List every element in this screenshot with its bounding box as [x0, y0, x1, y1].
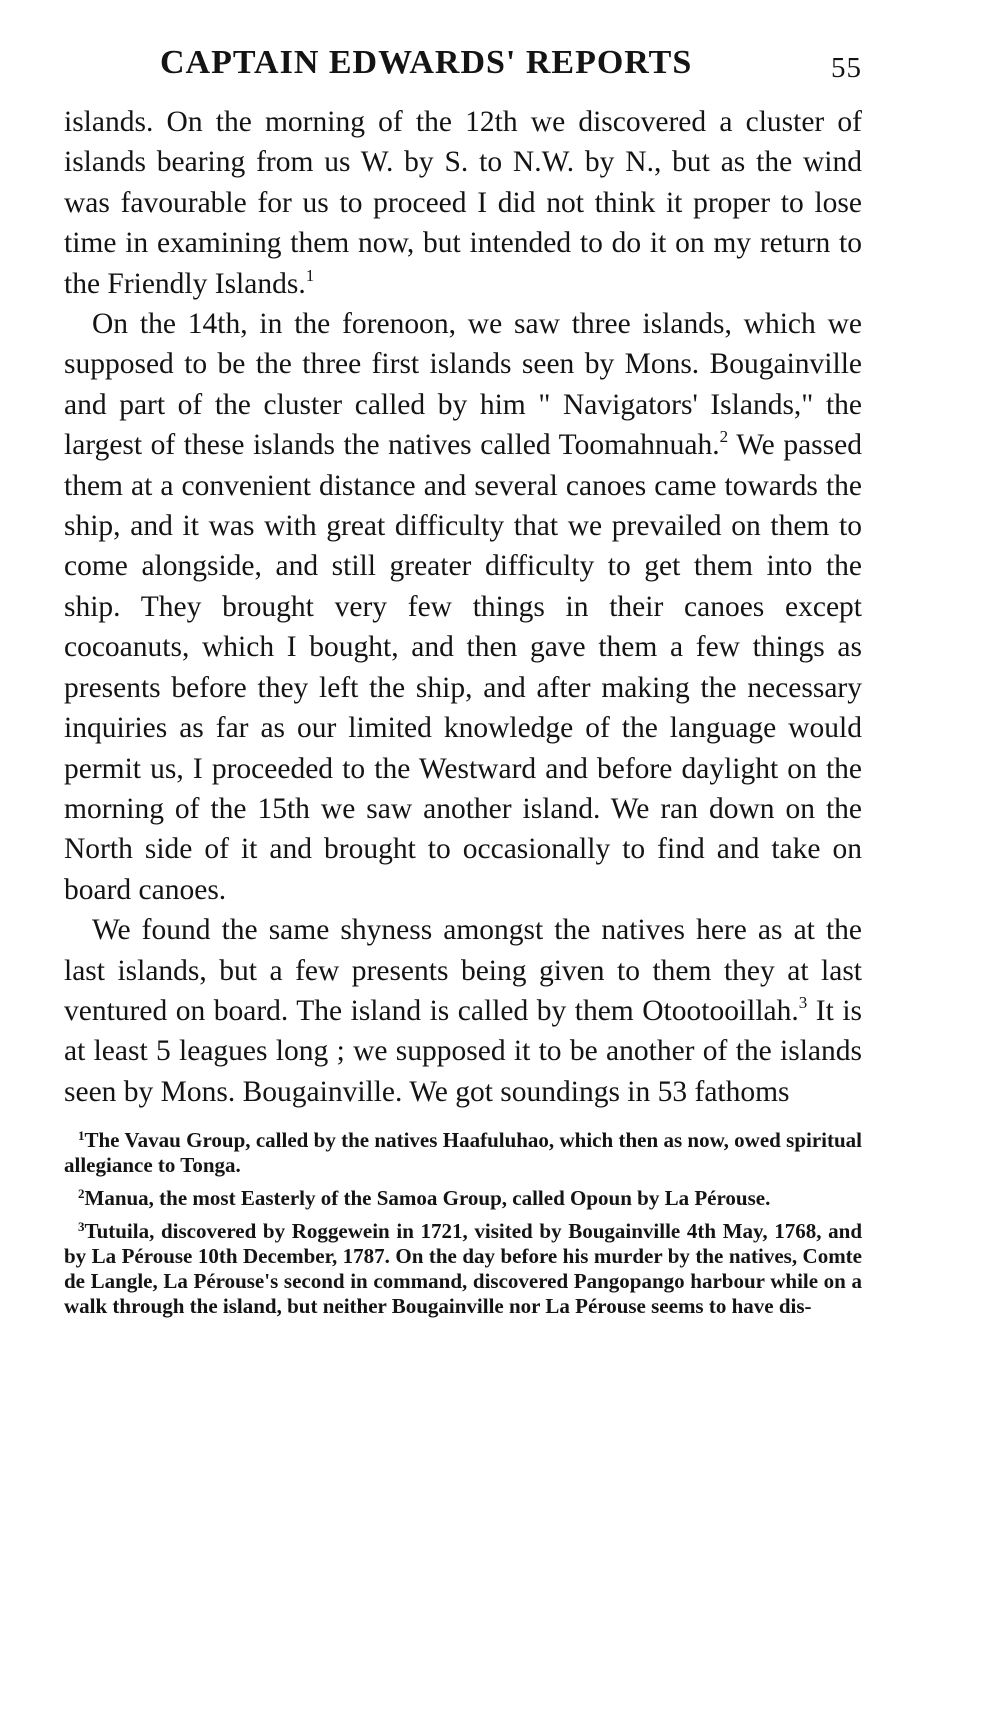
- body-text: [64, 102, 862, 1112]
- page-number: 55: [831, 52, 862, 84]
- paragraph-2-text-a: On the 14th, in the forenoon, we saw three islands, which we supposed to be the three first islands seen by Mons. Bougainville and part of the cluster called by him " Navigators' Islands," the largest of these islands the natives called Toomahnuah.: [64, 308, 862, 462]
- paragraph-2-text-b: We passed them at a convenient distance and several canoes came towards the ship, and it was with great difficulty that we prevailed on them to come alongside, and still greater difficulty to get them into the ship. They brought very few things in their canoes except cocoanuts, which I bought, and then gave them a few things as presents before they left the ship, and after making the necessary inquiries as far as our limited knowledge of the language would permit us, I proceeded to the Westward and before daylight on the morning of the 15th we saw another island. We ran down on the North side of it and brought to occasionally to find and take on board canoes.: [64, 429, 862, 906]
- footnote-marker: 2: [78, 1186, 85, 1202]
- footnote-ref-3: 3: [798, 992, 808, 1012]
- footnote-2: [64, 1186, 862, 1211]
- footnote-ref-2: 2: [719, 427, 729, 447]
- paragraph-1: [64, 102, 862, 304]
- footnote-ref-1: 1: [305, 265, 315, 285]
- running-header: [64, 40, 862, 96]
- footnote-marker: 1: [78, 1128, 85, 1144]
- paragraph-1-text: islands. On the morning of the 12th we discovered a cluster of islands bearing from us W. by S. to N.W. by N., but as the wind was favourable for us to proceed I did not think it proper to lose time in examining them now, but intended to do it on my return to the Friendly Islands.: [64, 106, 862, 300]
- footnote-text: The Vavau Group, called by the natives Haafuluhao, which then as now, owed spiritual allegiance to Tonga.: [64, 1128, 862, 1178]
- footnote-text: Tutuila, discovered by Roggewein in 1721, visited by Bougainville 4th May, 1768, and by La Pérouse 10th December, 1787. On the day before his murder by the natives, Comte de Langle, La Pérouse's second in command, discovered Pangopango harbour while on a walk through the island, but neither Bougainville nor La Pérouse seems to have dis-: [64, 1219, 862, 1319]
- footnote-3: [64, 1219, 862, 1319]
- footnote-text: Manua, the most Easterly of the Samoa Group, called Opoun by La Pérouse.: [84, 1186, 771, 1211]
- paragraph-3: [64, 910, 862, 1112]
- running-title: CAPTAIN EDWARDS' REPORTS: [160, 44, 693, 81]
- footnotes: [64, 1128, 862, 1319]
- book-page: [64, 40, 862, 1327]
- paragraph-2: [64, 304, 862, 910]
- paragraph-3-text-a: We found the same shyness amongst the natives here as at the last islands, but a few presents being given to them they at last ventured on board. The island is called by them Otootooillah.: [64, 914, 862, 1027]
- paragraph-3-text-b: It is at least 5 leagues long ; we supposed it to be another of the islands seen by Mons. Bougainville. We got soundings in 53 fathoms: [64, 994, 862, 1108]
- footnote-marker: 3: [78, 1219, 85, 1235]
- footnote-1: [64, 1128, 862, 1178]
